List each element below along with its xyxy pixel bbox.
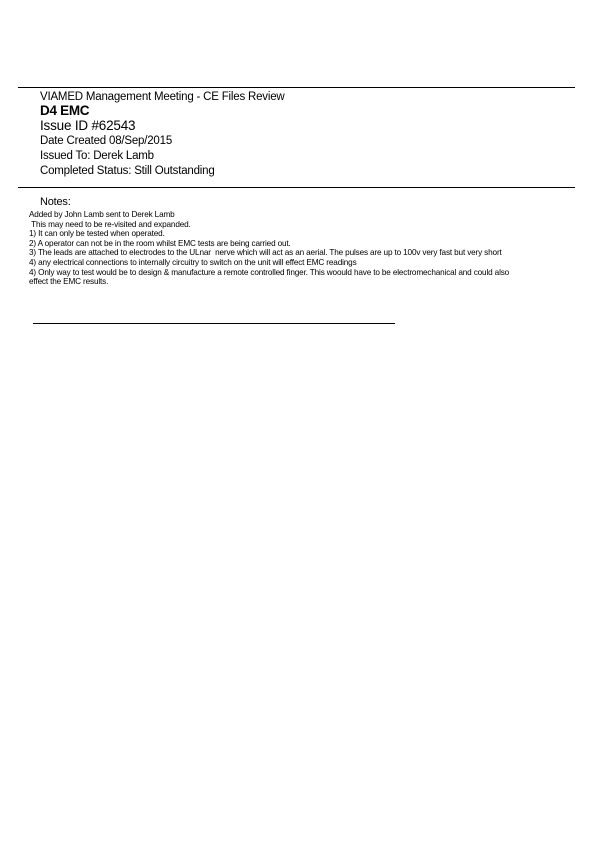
issue-header — [40, 90, 570, 179]
note-line: This may need to be re-visited and expanded. — [29, 219, 191, 229]
note-line: 4) any electrical connections to internally circuitry to switch on the unit will effect EMC readings — [29, 257, 357, 267]
date-created: Date Created 08/Sep/2015 — [40, 135, 173, 147]
issued-to: Issued To: Derek Lamb — [40, 150, 154, 162]
completed-status: Completed Status: Still Outstanding — [40, 165, 215, 177]
note-line: 4) Only way to test would be to design & manufacture a remote controlled finger. This woould have to be electromechanical and could also effect the EMC results. — [29, 267, 512, 287]
issue-title: D4 EMC — [40, 103, 90, 118]
top-divider — [18, 87, 575, 88]
meeting-title: VIAMED Management Meeting - CE Files Review — [40, 91, 285, 103]
notes-heading: Notes: — [40, 196, 71, 208]
note-line: 3) The leads are attached to electrodes to the ULnar nerve which will act as an aerial. The pulses are up to 100v very fast but very short — [29, 248, 502, 258]
note-line: 2) A operator can not be in the room whilst EMC tests are being carried out. — [29, 238, 291, 248]
notes-body — [29, 210, 529, 287]
note-line: Added by John Lamb sent to Derek Lamb — [29, 210, 175, 219]
header-divider — [18, 187, 575, 188]
note-line: 1) It can only be tested when operated. — [29, 229, 165, 239]
notes-divider — [33, 323, 395, 324]
issue-id: Issue ID #62543 — [40, 118, 136, 133]
